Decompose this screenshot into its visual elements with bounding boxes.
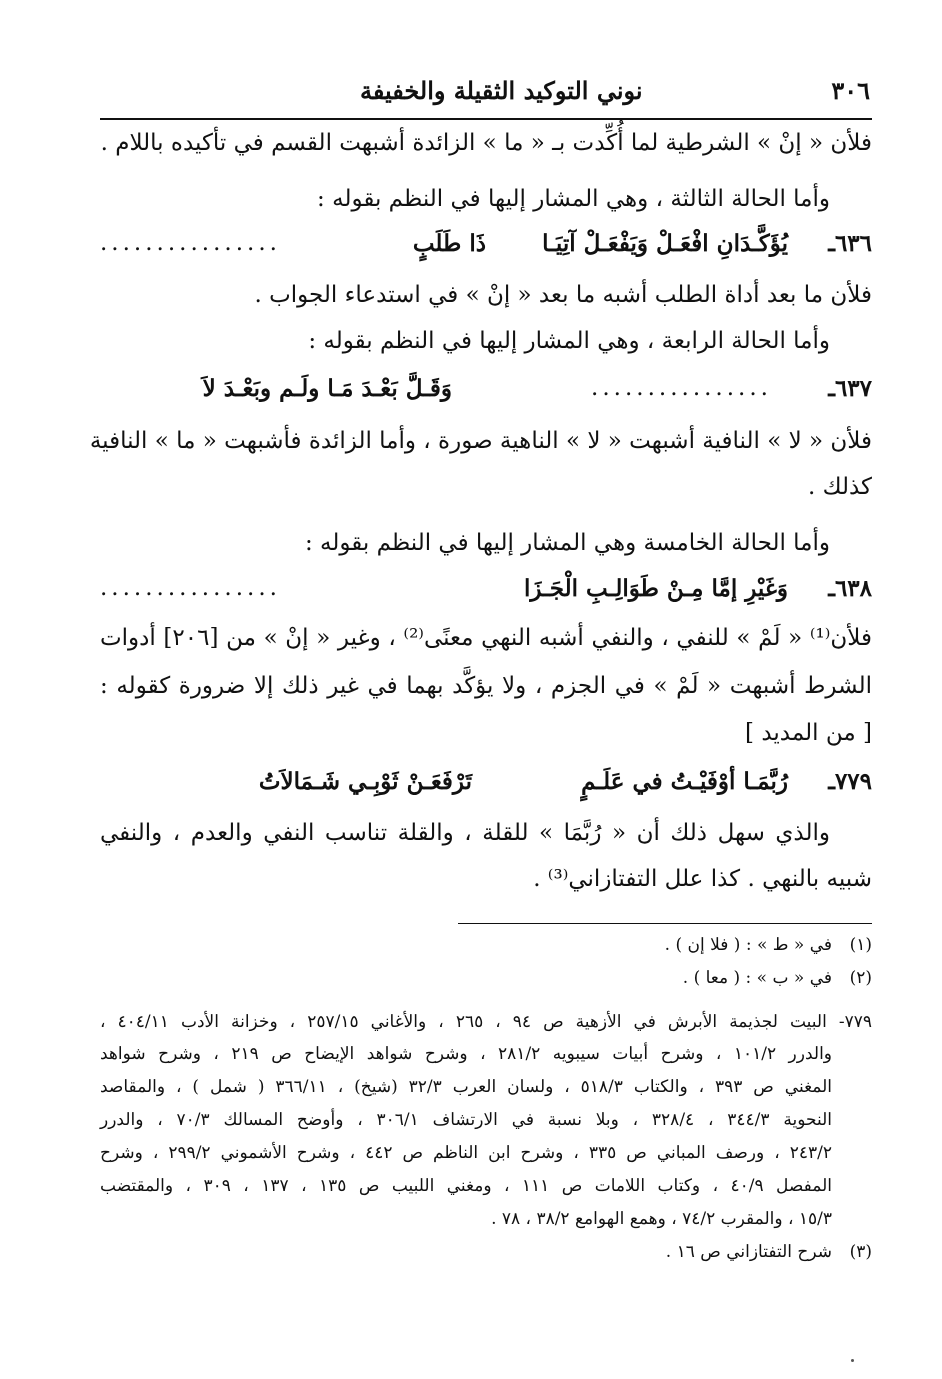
footnote-mark: (٢) [849,968,872,988]
scan-speck [851,1359,854,1362]
text-line: الشرط أشبهت « لَمْ » في الجزم ، ولا يؤكَّد بهما في غير ذلك إلا ضرورة كقوله : [100,673,873,699]
verse-hemistich: رُبَّمَـا أوْفَيْـتُ في عَلَـمٍ [581,768,788,795]
ellipsis-dots: ................ [100,575,281,601]
verse-hemistich: وَقَـلَّ بَعْـدَ مَـا ولَـم وبَعْـدَ لاَ [202,375,452,402]
text-line: كذلك . [807,474,872,500]
text-line: فلأن « لا » النافية أشبهت « لا » الناهية صورة ، وأما الزائدة فأشبهت « ما » النافية [89,428,872,454]
header-rule [100,118,872,120]
page-number: ٣٠٦ [831,76,870,105]
footnote-2 [100,968,872,988]
verse-number: ٧٧٩ـ [828,768,872,795]
footnote-779-line: النحوية ٣٤٤/٣ ، ٣٢٨/٤ ، وبلا نسبة في الارتشاف ٣٠٦/١ ، وأوضح المسالك ٧٠/٣ ، والدرر [100,1110,832,1130]
footnote-text: في « ط » : ( فلا إن ) . [664,935,832,955]
chapter-title: نوني التوكيد الثقيلة والخفيفة [360,76,643,105]
text-line: فلأن ما بعد أداة الطلب أشبه ما بعد « إنْ » في استدعاء الجواب . [254,282,872,308]
text-line: وأما الحالة الرابعة ، وهي المشار إليها في النظم بقوله : [308,328,830,354]
verse-779 [100,768,872,798]
verse-hemistich: يُؤَكَّـدَانِ افْعَـلْ وَيَفْعَـلْ آتِيَـا [542,230,788,257]
footnote-779-line: والدرر ١٠١/٢ ، وشرح أبيات سيبويه ٢٨١/٢ ، وشرح شواهد الإيضاح ص ٢١٩ ، وشرح شواهد [100,1044,833,1064]
verse-hemistich: وَغَيْرِ إمَّا مِـنْ طَوَالِـبِ الْجَـزَا [523,575,788,602]
ellipsis-dots: ................ [100,230,281,256]
text-line: وأما الحالة الخامسة وهي المشار إليها في النظم بقوله : [304,530,830,556]
verse-hemistich: ذَا طَلَبٍ [412,230,486,257]
verse-637 [100,375,872,405]
verse-number: ٦٣٦ـ [828,230,872,257]
footnote-779-line: ٢٤٣/٢ ، ورصف المباني ص ٣٣٥ ، وشرح ابن الناظم ص ٤٤٢ ، وشرح الأشموني ٢٩٩/٢ ، وشرح [100,1143,832,1163]
verse-636 [100,230,872,260]
text-line: وأما الحالة الثالثة ، وهي المشار إليها في النظم بقوله : [317,186,830,212]
footnote-mark: (٣) [849,1242,872,1262]
footnote-779-line: ٧٧٩- البيت لجذيمة الأبرش في الأزهية ص ٩٤ ، ٢٦٥ ، والأغاني ٢٥٧/١٥ ، وخزانة الأدب ٤٠٤/١١ ، [100,1012,873,1032]
footnote-779-line: ١٥/٣ ، والمقرب ٧٤/٢ ، وهمع الهوامع ٣٨/٢ ، ٧٨ . [491,1209,832,1229]
footnote-1 [100,935,872,955]
text-line: فلأن « إنْ » الشرطية لما أُكِّدت بـ « ما » الزائدة أشبهت القسم في تأكيده باللام . [100,130,872,156]
meter-label: [ من المديد ] [745,720,872,746]
footnote-text: شرح التفتازاني ص ١٦ . [665,1242,832,1262]
verse-number: ٦٣٧ـ [828,375,872,402]
footnote-mark: (١) [849,935,872,955]
text-line: فلأن⁽¹⁾ « لَمْ » للنفي ، والنفي أشبه النهي معنًى⁽²⁾ ، وغير « إنْ » من [٢٠٦] أدوات [100,625,872,651]
footnote-3 [100,1242,872,1262]
ellipsis-dots: ................ [591,375,772,401]
footnote-779-line: المفصل ٤٠/٩ ، وكتاب اللامات ص ١١١ ، ومغني اللبيب ص ١٣٥ ، ١٣٧ ، ٣٠٩ ، والمقتضب [100,1176,833,1196]
verse-number: ٦٣٨ـ [828,575,872,602]
footnote-779-line: المغني ص ٣٩٣ ، والكتاب ٥١٨/٣ ، ولسان العرب ٣٢/٣ (شيخ) ، ٣٦٦/١١ ( شمل ) ، والمقاصد [100,1077,833,1097]
text-line: شبيه بالنهي . كذا علل التفتازاني⁽³⁾ . [533,866,872,892]
footnote-rule [458,923,872,924]
text-line: والذي سهل ذلك أن « رُبَّمَا » للقلة ، والقلة تناسب النفي والعدم ، والنفي [100,820,830,846]
verse-638 [100,575,872,605]
footnote-text: في « ب » : ( معا ) . [682,968,832,988]
verse-hemistich: تَرْفَعَـنْ ثَوْبِـي شَـمَالاَتُ [258,768,472,795]
